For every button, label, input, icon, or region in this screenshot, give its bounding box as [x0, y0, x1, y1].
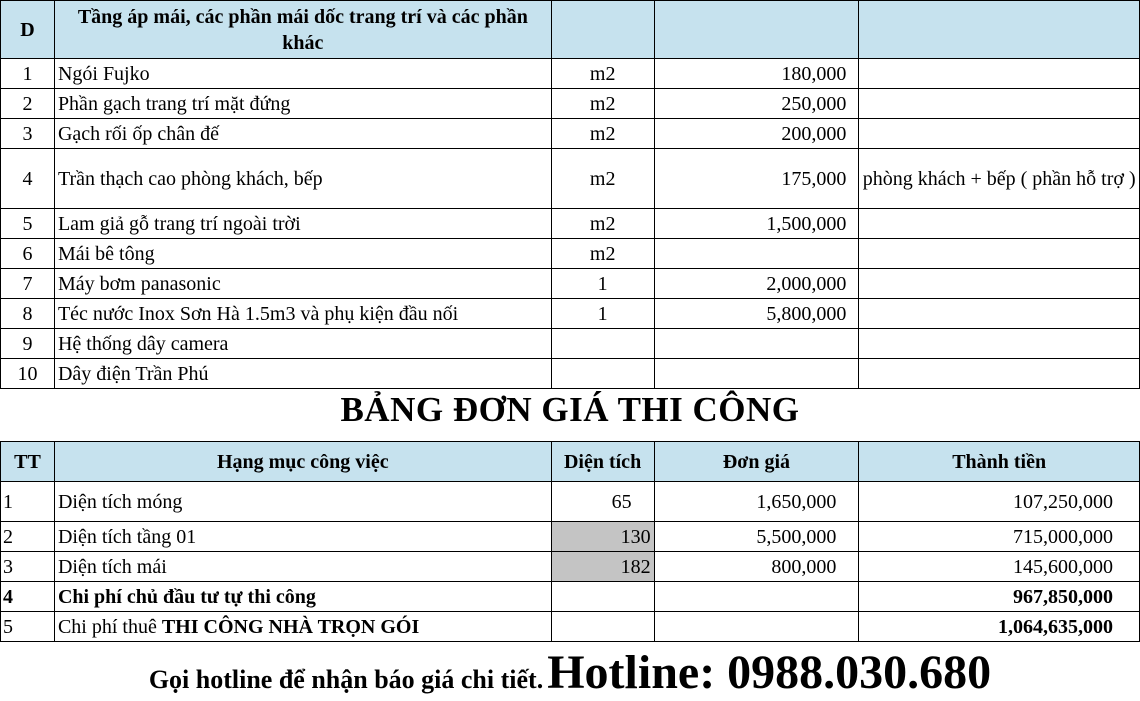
- table-row: 9 Hệ thống dây camera: [1, 329, 1140, 359]
- item-name: Máy bơm panasonic: [54, 269, 551, 299]
- item-note: [859, 209, 1140, 239]
- header-tt: TT: [1, 442, 55, 482]
- header-unit-price: Đơn giá: [654, 442, 859, 482]
- item-price: 1,500,000: [654, 209, 859, 239]
- item-unit: m2: [551, 59, 654, 89]
- table-row: 3 Gạch rối ốp chân đế m2 200,000: [1, 119, 1140, 149]
- item-unit: 1: [551, 299, 654, 329]
- item-unit-price: 800,000: [654, 552, 859, 582]
- page-title: BẢNG ĐƠN GIÁ THI CÔNG: [340, 390, 800, 429]
- item-name: Téc nước Inox Sơn Hà 1.5m3 và phụ kiện đầu nối: [54, 299, 551, 329]
- item-name: Gạch rối ốp chân đế: [54, 119, 551, 149]
- item-name: Chi phí chủ đầu tư tự thi công: [54, 582, 551, 612]
- table-row: 10 Dây điện Trần Phú: [1, 359, 1140, 389]
- item-unit: m2: [551, 119, 654, 149]
- section-code: D: [1, 1, 55, 59]
- table-row: 3 Diện tích mái 182 800,000 145,600,000: [1, 552, 1140, 582]
- item-note: phòng khách + bếp ( phần hỗ trợ ): [859, 149, 1140, 209]
- hotline-text: Gọi hotline để nhận báo giá chi tiết.: [148, 665, 544, 694]
- table-row: 2 Diện tích tầng 01 130 5,500,000 715,000,000: [1, 522, 1140, 552]
- pricing-header: [1, 442, 1140, 482]
- item-name: Phần gạch trang trí mặt đứng: [54, 89, 551, 119]
- hotline-number[interactable]: Hotline: 0988.030.680: [547, 646, 992, 699]
- item-note: [859, 359, 1140, 389]
- table-row: 8 Téc nước Inox Sơn Hà 1.5m3 và phụ kiện đầu nối 1 5,800,000: [1, 299, 1140, 329]
- item-unit: m2: [551, 149, 654, 209]
- item-area: 182: [551, 552, 654, 582]
- item-price: [654, 239, 859, 269]
- table-row: 7 Máy bơm panasonic 1 2,000,000: [1, 269, 1140, 299]
- table-row: 5 Chi phí thuê THI CÔNG NHÀ TRỌN GÓI 1,064,635,000: [1, 612, 1140, 642]
- item-unit: [551, 359, 654, 389]
- item-name: Mái bê tông: [54, 239, 551, 269]
- item-note: [859, 59, 1140, 89]
- item-unit: 1: [551, 269, 654, 299]
- table-row: 1 Diện tích móng 65 1,650,000 107,250,000: [1, 482, 1140, 522]
- item-unit: m2: [551, 239, 654, 269]
- item-price: [654, 329, 859, 359]
- item-name: Lam giả gỗ trang trí ngoài trời: [54, 209, 551, 239]
- item-price: 180,000: [654, 59, 859, 89]
- table-row: 1 Ngói Fujko m2 180,000: [1, 59, 1140, 89]
- section-d-header: [1, 1, 1140, 59]
- item-unit: m2: [551, 89, 654, 119]
- item-name: Diện tích tầng 01: [54, 522, 551, 552]
- item-unit-price: 1,650,000: [654, 482, 859, 522]
- item-total: 145,600,000: [859, 552, 1140, 582]
- hotline-banner: [0, 645, 1140, 700]
- section-title: Tầng áp mái, các phần mái dốc trang trí và các phần khác: [54, 1, 551, 59]
- item-price: 250,000: [654, 89, 859, 119]
- item-name: Dây điện Trần Phú: [54, 359, 551, 389]
- table-row: 5 Lam giả gỗ trang trí ngoài trời m2 1,500,000: [1, 209, 1140, 239]
- item-note: [859, 89, 1140, 119]
- item-unit: m2: [551, 209, 654, 239]
- item-name: Hệ thống dây camera: [54, 329, 551, 359]
- item-total: 967,850,000: [859, 582, 1140, 612]
- item-total: 1,064,635,000: [859, 612, 1140, 642]
- item-price: 5,800,000: [654, 299, 859, 329]
- item-unit: [551, 329, 654, 359]
- item-note: [859, 269, 1140, 299]
- item-total: 107,250,000: [859, 482, 1140, 522]
- header-item: Hạng mục công việc: [54, 442, 551, 482]
- item-note: [859, 119, 1140, 149]
- item-area: 65: [551, 482, 654, 522]
- item-note: [859, 299, 1140, 329]
- pricing-table: [0, 441, 1140, 642]
- item-name: Ngói Fujko: [54, 59, 551, 89]
- header-area: Diện tích: [551, 442, 654, 482]
- item-name: Diện tích móng: [54, 482, 551, 522]
- item-name: Trần thạch cao phòng khách, bếp: [54, 149, 551, 209]
- item-price: [654, 359, 859, 389]
- table-row: 6 Mái bê tông m2: [1, 239, 1140, 269]
- table-row: 4 Chi phí chủ đầu tư tự thi công 967,850,000: [1, 582, 1140, 612]
- header-total: Thành tiền: [859, 442, 1140, 482]
- item-note: [859, 329, 1140, 359]
- item-note: [859, 239, 1140, 269]
- item-area: 130: [551, 522, 654, 552]
- item-name: Diện tích mái: [54, 552, 551, 582]
- item-unit-price: 5,500,000: [654, 522, 859, 552]
- table-row: 4 Trần thạch cao phòng khách, bếp m2 175,000 phòng khách + bếp ( phần hỗ trợ ): [1, 149, 1140, 209]
- item-price: 200,000: [654, 119, 859, 149]
- item-name: Chi phí thuê THI CÔNG NHÀ TRỌN GÓI: [54, 612, 551, 642]
- item-price: 2,000,000: [654, 269, 859, 299]
- item-price: 175,000: [654, 149, 859, 209]
- table-row: 2 Phần gạch trang trí mặt đứng m2 250,000: [1, 89, 1140, 119]
- item-total: 715,000,000: [859, 522, 1140, 552]
